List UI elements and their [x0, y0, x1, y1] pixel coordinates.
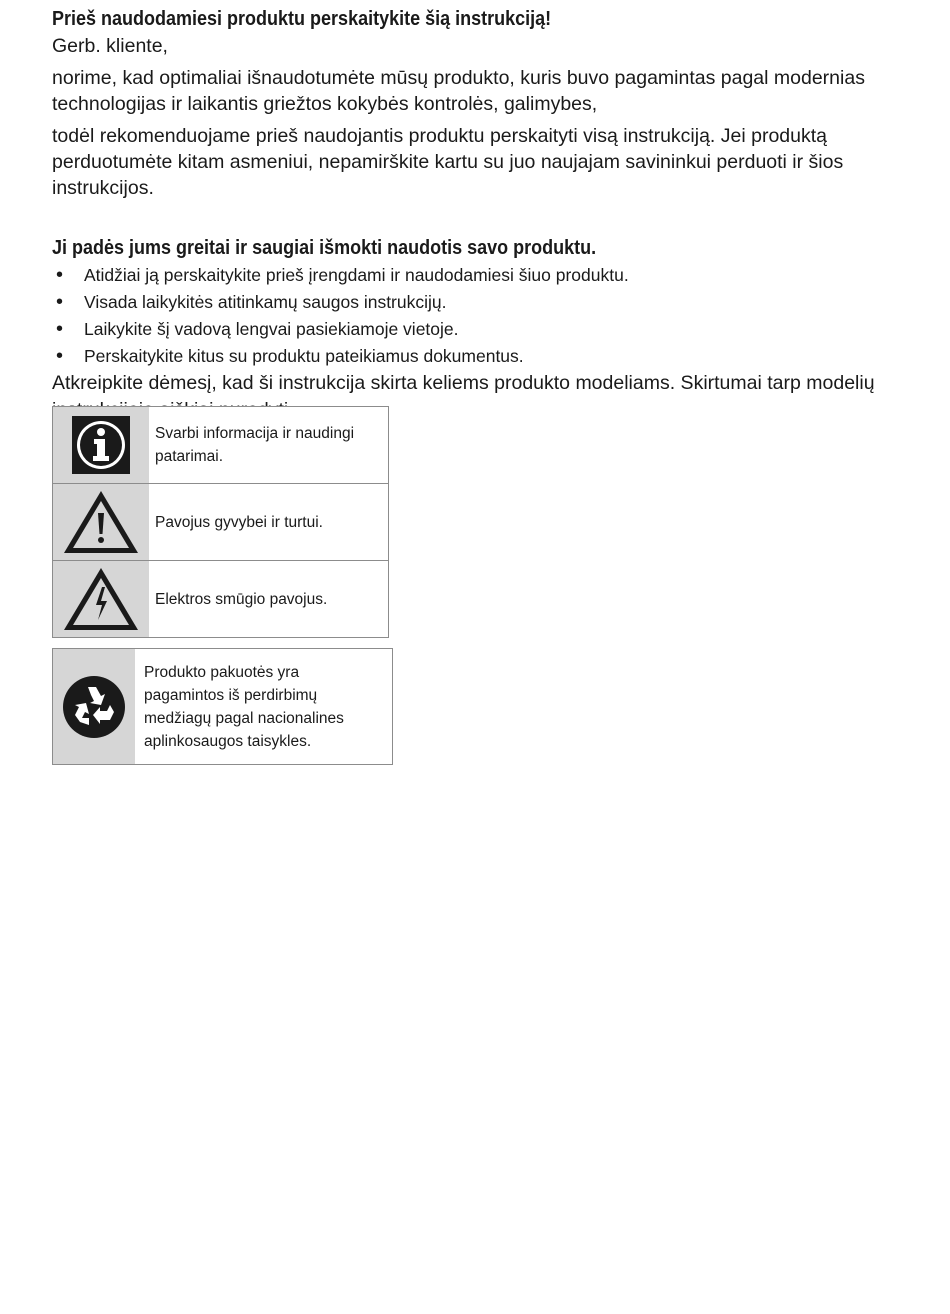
symbol-row-warning [53, 483, 388, 560]
guide-title: Ji padės jums greitai ir saugiai išmokti naudotis savo produktu. [52, 237, 597, 259]
packaging-note-text: Produkto pakuotės yra pagamintos iš perdirbimų medžiagų pagal nacionalines aplinkosaugos taisykles. [135, 649, 392, 764]
instructions-page [52, 6, 902, 424]
list-item: • Perskaitykite kitus su produktu pateikiamus dokumentus. [52, 343, 902, 370]
electric-shock-icon [53, 561, 149, 637]
list-item: • Visada laikykitės atitinkamų saugos instrukcijų. [52, 289, 902, 316]
models-note: Atkreipkite dėmesį, kad ši instrukcija skirta keliems produkto modeliams. Skirtumai tarp modelių [52, 372, 875, 394]
symbol-row-info [53, 407, 388, 483]
intro-title: Prieš naudodamiesi produktu perskaitykite šią instrukciją! [52, 8, 552, 30]
symbol-text-electric: Elektros smūgio pavojus. [149, 561, 388, 637]
symbol-text-warning: Pavojus gyvybei ir turtui. [149, 484, 388, 560]
warning-triangle-icon [53, 484, 149, 560]
list-item: • Atidžiai ją perskaitykite prieš įrengdami ir naudodamiesi šiuo produktu. [52, 262, 902, 289]
list-item: • Laikykite šį vadovą lengvai pasiekiamoje vietoje. [52, 316, 902, 343]
intro-paragraph-1: norime, kad optimaliai išnaudotumėte mūsų produkto, kuris buvo pagamintas pagal modernias technologijas ir laikantis griežtos kokybės kontrolės, galimybes, [52, 67, 865, 115]
recycle-icon [53, 649, 135, 764]
symbol-legend-table [52, 406, 389, 638]
symbol-row-electric [53, 560, 388, 637]
greeting: Gerb. kliente, [52, 35, 168, 57]
intro-paragraph-2: todėl rekomenduojame prieš naudojantis produktu perskaityti visą instrukciją. Jei produktą perduotumėte kitam asmeniui, nepamirškite kartu su juo naujajam savininkui perduoti ir šios instrukcijos. [52, 125, 844, 199]
info-icon [53, 407, 149, 483]
guide-bullet-list [52, 262, 902, 370]
symbol-text-info: Svarbi informacija ir naudingi patarimai. [149, 407, 388, 483]
packaging-note-box [52, 648, 393, 765]
